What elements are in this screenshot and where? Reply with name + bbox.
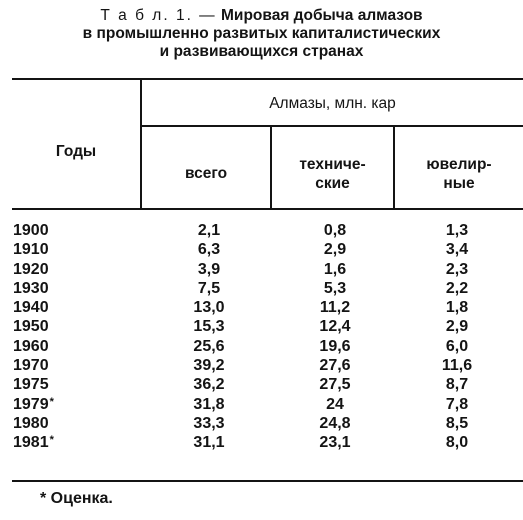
table-row <box>0 221 523 240</box>
technical-cell: 23,1 <box>319 434 351 452</box>
total-cell: 3,9 <box>197 260 221 278</box>
total-cell: 36,2 <box>193 376 225 394</box>
jewelry-cell: 1,3 <box>445 222 469 239</box>
technical-cell: 11,2 <box>319 299 351 317</box>
jewelry-cell: 11,6 <box>441 357 473 375</box>
jewelry-cell: 2,3 <box>445 260 469 278</box>
table-top-rule <box>12 78 523 80</box>
header-bottom-rule <box>12 208 523 210</box>
footnote: * Оценка. <box>40 490 113 507</box>
group-header-rule <box>140 125 523 127</box>
jewelry-cell: 1,8 <box>445 299 469 317</box>
jewelry-cell: 8,5 <box>445 414 469 432</box>
technical-cell: 1,6 <box>323 260 347 278</box>
total-cell: 7,5 <box>197 279 221 297</box>
table-row <box>0 240 523 259</box>
total-cell: 2,1 <box>197 222 221 239</box>
total-cell: 25,6 <box>193 337 225 355</box>
total-cell: 31,1 <box>193 434 225 452</box>
year-cell: 1980 <box>13 414 49 432</box>
total-cell: 31,8 <box>193 395 225 413</box>
year-cell: 1981* <box>13 434 54 452</box>
year-cell: 1979* <box>13 395 54 413</box>
year-cell: 1920 <box>13 260 49 278</box>
table-row <box>0 260 523 279</box>
estimate-mark: * <box>49 395 54 408</box>
caption-line-1 <box>0 7 523 25</box>
caption-line-3: и развивающихся странах <box>159 43 364 60</box>
header-years: Годы <box>55 143 97 160</box>
year-cell: 1930 <box>13 279 49 297</box>
caption-title: Мировая добыча алмазов <box>221 7 423 24</box>
table-row <box>0 317 523 336</box>
jewelry-cell: 8,0 <box>445 434 469 452</box>
table-bottom-rule <box>12 480 523 482</box>
year-cell: 1950 <box>13 318 49 336</box>
jewelry-cell: 7,8 <box>445 395 469 413</box>
technical-cell: 27,6 <box>319 357 351 375</box>
year-cell: 1900 <box>13 222 49 239</box>
year-cell: 1975 <box>13 376 49 394</box>
year-cell: 1940 <box>13 299 49 317</box>
table-row <box>0 414 523 433</box>
table-row <box>0 356 523 375</box>
technical-cell: 0,8 <box>323 222 347 239</box>
year-cell: 1960 <box>13 337 49 355</box>
technical-cell: 12,4 <box>319 318 351 336</box>
table-row <box>0 337 523 356</box>
table-caption <box>0 7 523 61</box>
total-cell: 39,2 <box>193 357 225 375</box>
table-row <box>0 298 523 317</box>
header-jewelry: ювелир- ные <box>426 156 492 192</box>
year-cell: 1970 <box>13 357 49 375</box>
table-row <box>0 279 523 298</box>
table-body <box>0 221 523 453</box>
caption-lead: Т а б л. 1. — <box>100 7 217 24</box>
total-cell: 33,3 <box>193 414 225 432</box>
table-row <box>0 433 523 452</box>
header-technical: техниче- ские <box>299 156 366 192</box>
jewelry-cell: 2,2 <box>445 279 469 297</box>
header-total: всего <box>184 165 228 182</box>
technical-cell: 24,8 <box>319 414 351 432</box>
year-cell: 1910 <box>13 241 49 259</box>
total-cell: 6,3 <box>197 241 221 259</box>
technical-cell: 27,5 <box>319 376 351 394</box>
technical-cell: 24 <box>326 395 344 413</box>
total-cell: 13,0 <box>193 299 225 317</box>
jewelry-cell: 6,0 <box>445 337 469 355</box>
technical-cell: 2,9 <box>323 241 347 259</box>
estimate-mark: * <box>49 434 54 447</box>
table-row <box>0 395 523 414</box>
technical-cell: 19,6 <box>319 337 351 355</box>
jewelry-cell: 3,4 <box>445 241 469 259</box>
total-cell: 15,3 <box>193 318 225 336</box>
technical-cell: 5,3 <box>323 279 347 297</box>
header-diamonds-group: Алмазы, млн. кар <box>269 95 396 112</box>
caption-line-2: в промышленно развитых капиталистических <box>82 25 441 42</box>
jewelry-cell: 8,7 <box>445 376 469 394</box>
jewelry-cell: 2,9 <box>445 318 469 336</box>
table-row <box>0 375 523 394</box>
